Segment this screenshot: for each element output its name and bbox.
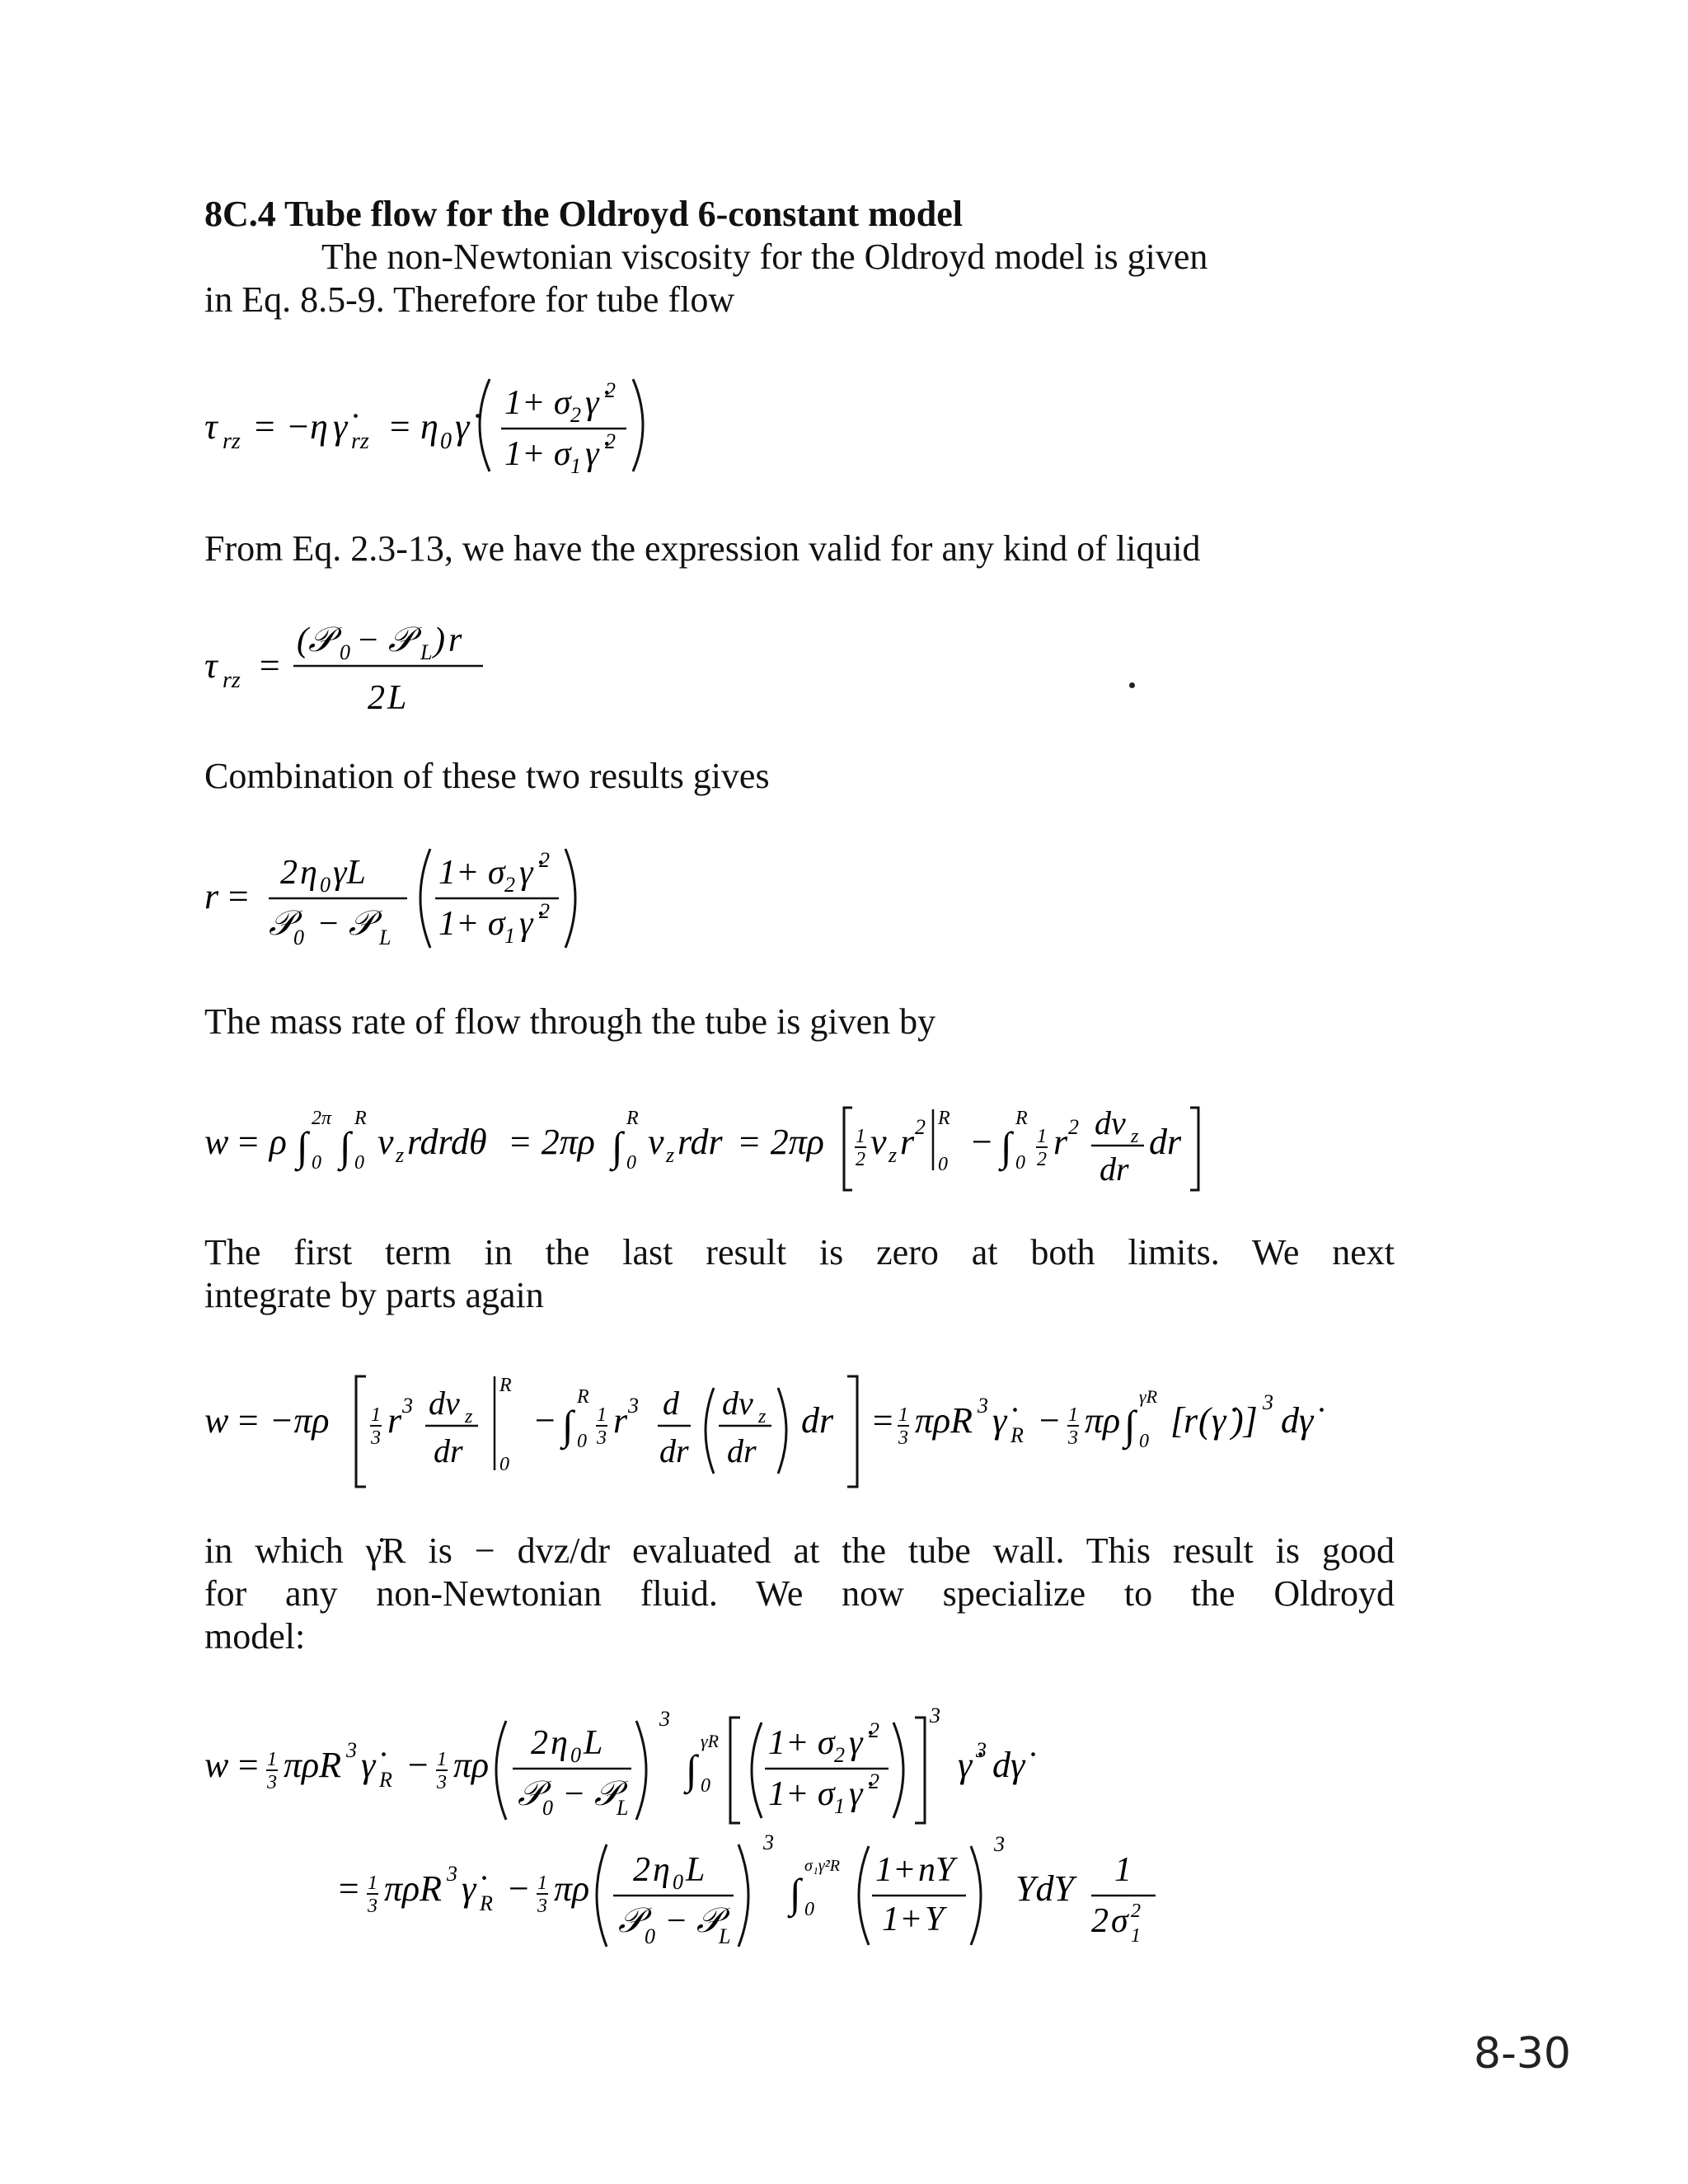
paragraph-4: The mass rate of flow through the tube is given by <box>204 1001 936 1042</box>
equation-2-graphic <box>204 610 534 717</box>
svg-text:dr: dr <box>1100 1151 1129 1188</box>
svg-text:dv: dv <box>1095 1104 1126 1141</box>
svg-text:0: 0 <box>354 1152 364 1174</box>
svg-text:dr: dr <box>727 1432 757 1469</box>
svg-text:3: 3 <box>994 1832 1005 1856</box>
svg-text:τ: τ <box>204 406 218 447</box>
svg-text:−: − <box>1037 1400 1062 1441</box>
svg-text:3: 3 <box>447 1862 457 1886</box>
svg-text:πρR: πρR <box>284 1745 342 1785</box>
equation-7-graphic <box>204 1826 1276 1958</box>
svg-text:d: d <box>663 1385 679 1422</box>
svg-text:1: 1 <box>267 1749 277 1770</box>
svg-text:0: 0 <box>542 1796 553 1820</box>
svg-text:R: R <box>577 1386 589 1408</box>
svg-text:πρR: πρR <box>915 1400 973 1441</box>
svg-text:η: η <box>310 406 328 447</box>
svg-text:3: 3 <box>628 1394 639 1418</box>
svg-text:2π: 2π <box>312 1108 332 1129</box>
svg-text:σ₁γ̇²R: σ₁γ̇²R <box>804 1857 840 1875</box>
paragraph-3: Combination of these two results gives <box>204 756 770 796</box>
svg-text:3: 3 <box>1068 1427 1078 1449</box>
svg-text:γ̇: γ̇ <box>455 406 470 447</box>
svg-text:)]: )] <box>1231 1400 1258 1441</box>
svg-text:γ̇: γ̇ <box>519 905 533 943</box>
paragraph-6-line-1: in which γ̇R is − dvz/dr evaluated at the tube wall. This result is good <box>204 1530 1395 1571</box>
svg-text:− 𝒫: − 𝒫 <box>562 1775 620 1813</box>
svg-text:σ: σ <box>1111 1902 1128 1940</box>
svg-text:z: z <box>758 1406 767 1427</box>
svg-text:=: = <box>226 876 251 916</box>
section-title: Tube flow for the Oldroyd 6-constant model <box>284 194 964 234</box>
svg-text:γ̇: γ̇ <box>958 1745 973 1785</box>
svg-text:R: R <box>938 1108 950 1129</box>
svg-text:0: 0 <box>570 1743 581 1767</box>
svg-text:3: 3 <box>898 1427 908 1449</box>
svg-text:r: r <box>448 621 462 659</box>
svg-text:3: 3 <box>368 1896 377 1917</box>
svg-text:1: 1 <box>1131 1925 1141 1947</box>
paragraph-6-line-3: model: <box>204 1616 306 1657</box>
svg-text:L: L <box>719 1924 731 1948</box>
svg-text:1: 1 <box>1114 1851 1132 1889</box>
equation-integrate-by-parts <box>204 1363 1391 1504</box>
svg-text:v: v <box>870 1122 887 1162</box>
svg-text:γ̇R: γ̇R <box>1139 1386 1158 1407</box>
svg-text:0: 0 <box>645 1924 655 1948</box>
paragraph-1-line-2: in Eq. 8.5-9. Therefore for tube flow <box>204 279 735 320</box>
svg-text:0: 0 <box>701 1775 710 1797</box>
svg-text:1+ σ: 1+ σ <box>438 905 505 943</box>
svg-text:R: R <box>379 1768 392 1792</box>
svg-text:= 2πρ: = 2πρ <box>508 1122 595 1162</box>
svg-text:−: − <box>532 1400 557 1441</box>
svg-text:πρR: πρR <box>384 1868 443 1909</box>
svg-text:dγ̇: dγ̇ <box>1281 1400 1314 1441</box>
svg-text:L: L <box>584 1724 603 1762</box>
svg-text:r: r <box>387 1400 402 1441</box>
svg-text:r: r <box>1053 1122 1068 1162</box>
svg-text:rz: rz <box>223 668 241 693</box>
svg-text:3: 3 <box>976 1738 987 1762</box>
svg-text:r: r <box>1184 1400 1198 1441</box>
svg-text:L: L <box>420 640 433 664</box>
svg-text:−: − <box>969 1122 994 1162</box>
svg-text:2: 2 <box>1068 1115 1079 1139</box>
svg-text:2: 2 <box>504 873 515 897</box>
svg-text:γ̇: γ̇ <box>361 1745 376 1785</box>
svg-text:πρ: πρ <box>554 1868 590 1909</box>
svg-text:z: z <box>396 1143 405 1167</box>
svg-text:1: 1 <box>570 454 581 478</box>
svg-text:2: 2 <box>633 1851 650 1889</box>
svg-text:− 𝒫: − 𝒫 <box>316 905 374 943</box>
paragraph-6 <box>204 1530 1395 1658</box>
svg-text:dv: dv <box>429 1385 460 1422</box>
svg-text:∫: ∫ <box>612 1123 623 1169</box>
svg-text:dr: dr <box>801 1400 834 1441</box>
svg-text:Y: Y <box>925 1900 945 1938</box>
svg-text:0: 0 <box>577 1431 587 1452</box>
svg-text:πρ: πρ <box>1085 1400 1121 1441</box>
svg-text:L: L <box>379 926 392 949</box>
equation-oldroyd-mass-flow <box>204 1703 1193 1835</box>
svg-text:1: 1 <box>504 924 515 948</box>
svg-text:w: w <box>204 1400 229 1441</box>
svg-text:z: z <box>666 1143 675 1167</box>
paragraph-1-line-1: The non-Newtonian viscosity for the Oldroyd model is given <box>321 237 1208 277</box>
svg-text:R: R <box>499 1375 512 1396</box>
equation-5-graphic <box>204 1363 1391 1495</box>
svg-text:0: 0 <box>312 1152 321 1174</box>
svg-text:η: η <box>653 1851 670 1889</box>
svg-text:=: = <box>236 1745 260 1785</box>
svg-text:0: 0 <box>626 1152 636 1174</box>
svg-text:2: 2 <box>368 679 385 717</box>
svg-text:− 𝒫: − 𝒫 <box>356 621 414 659</box>
svg-text:3: 3 <box>978 1394 988 1418</box>
svg-text:2: 2 <box>531 1724 548 1762</box>
page-number: 8-30 <box>1474 2029 1572 2079</box>
equation-6-graphic <box>204 1703 1193 1826</box>
svg-text:γ̇: γ̇ <box>462 1868 476 1909</box>
section-number: 8C.4 <box>204 194 276 234</box>
svg-text:2: 2 <box>280 854 298 892</box>
svg-text:2: 2 <box>605 429 616 453</box>
svg-text:0: 0 <box>673 1870 683 1894</box>
svg-text:rdr: rdr <box>678 1122 723 1162</box>
svg-text:r: r <box>900 1122 915 1162</box>
equation-shear-stress-pressure <box>204 610 534 726</box>
svg-text:(𝒫: (𝒫 <box>297 621 334 659</box>
svg-text:3: 3 <box>346 1738 357 1762</box>
svg-text:1: 1 <box>537 1872 547 1894</box>
svg-text:τ: τ <box>204 645 218 686</box>
svg-text:∫: ∫ <box>1001 1123 1012 1169</box>
svg-text:=: = <box>257 645 282 686</box>
svg-text:z: z <box>889 1143 898 1167</box>
equation-shear-stress-viscosity <box>204 363 715 495</box>
svg-text:0: 0 <box>440 429 452 454</box>
svg-text:0: 0 <box>320 873 331 897</box>
svg-text:r: r <box>204 876 219 916</box>
svg-text:γ̇: γ̇ <box>585 384 599 422</box>
svg-text:πρ: πρ <box>453 1745 490 1785</box>
svg-text:z: z <box>1131 1126 1139 1147</box>
paragraph-1 <box>204 236 1207 321</box>
svg-text:∫: ∫ <box>790 1870 801 1916</box>
svg-text:dγ̇: dγ̇ <box>992 1745 1025 1785</box>
svg-text:1: 1 <box>898 1404 908 1426</box>
svg-text:0: 0 <box>938 1154 948 1175</box>
svg-text:2: 2 <box>869 1769 879 1793</box>
svg-text:1: 1 <box>371 1404 381 1426</box>
svg-text:= ρ: = ρ <box>236 1122 287 1162</box>
equation-1-graphic <box>204 363 715 486</box>
svg-text:2: 2 <box>856 1149 865 1170</box>
svg-text:1: 1 <box>1068 1404 1078 1426</box>
svg-text:3: 3 <box>402 1394 413 1418</box>
svg-text:η: η <box>420 406 438 447</box>
svg-text:=: = <box>870 1400 895 1441</box>
svg-text:γ̇: γ̇ <box>849 1775 863 1813</box>
svg-text:1+: 1+ <box>875 1851 917 1889</box>
paragraph-6-line-2: for any non-Newtonian fluid. We now specialize to the Oldroyd <box>204 1573 1395 1614</box>
svg-text:= 2πρ: = 2πρ <box>737 1122 824 1162</box>
svg-text:2: 2 <box>539 899 550 923</box>
svg-text:1+ σ: 1+ σ <box>438 854 505 892</box>
svg-text:γ̇R: γ̇R <box>701 1731 720 1751</box>
svg-text:nY: nY <box>918 1851 955 1889</box>
svg-text:v: v <box>377 1122 394 1162</box>
svg-text:∫: ∫ <box>1124 1402 1136 1448</box>
svg-text:2: 2 <box>834 1743 845 1767</box>
svg-text:1+ σ: 1+ σ <box>768 1724 835 1762</box>
svg-text:3: 3 <box>267 1772 277 1793</box>
svg-text:rdrdθ: rdrdθ <box>407 1122 487 1162</box>
svg-text:η: η <box>300 854 317 892</box>
paragraph-5 <box>204 1231 1395 1317</box>
svg-text:1: 1 <box>368 1872 377 1894</box>
svg-text:R: R <box>1015 1108 1028 1129</box>
svg-text:∫: ∫ <box>562 1402 574 1448</box>
paragraph-5-line-2: integrate by parts again <box>204 1275 544 1315</box>
svg-text:𝒫: 𝒫 <box>269 905 294 943</box>
svg-text:∫: ∫ <box>340 1123 351 1169</box>
svg-text:=: = <box>387 406 412 447</box>
svg-text:v: v <box>648 1122 664 1162</box>
svg-text:𝒫: 𝒫 <box>518 1775 543 1813</box>
svg-text:1: 1 <box>437 1749 447 1770</box>
svg-text:rz: rz <box>351 429 369 454</box>
paragraph-5-line-1: The first term in the last result is zero at both limits. We next <box>204 1232 1395 1272</box>
svg-text:3: 3 <box>763 1830 774 1854</box>
svg-text:1+ σ: 1+ σ <box>504 384 571 422</box>
svg-text:2: 2 <box>570 403 581 427</box>
svg-text:γ̇: γ̇ <box>1212 1400 1226 1441</box>
paragraph-2: From Eq. 2.3-13, we have the expression valid for any kind of liquid <box>204 528 1201 569</box>
svg-text:∫: ∫ <box>297 1123 308 1169</box>
svg-text:3: 3 <box>930 1704 940 1727</box>
svg-text:= −πρ: = −πρ <box>236 1400 330 1441</box>
svg-text:−: − <box>406 1745 430 1785</box>
svg-text:2: 2 <box>915 1115 926 1139</box>
svg-text:(: ( <box>1198 1400 1211 1441</box>
svg-text:0: 0 <box>340 640 350 664</box>
svg-text:2: 2 <box>1091 1902 1109 1940</box>
svg-text:1: 1 <box>856 1126 865 1147</box>
equation-radius <box>204 836 633 968</box>
svg-text:2: 2 <box>1131 1900 1141 1922</box>
svg-text:2: 2 <box>605 378 616 402</box>
svg-text:= −: = − <box>252 406 311 447</box>
svg-text:rz: rz <box>223 429 241 454</box>
svg-text:dr: dr <box>434 1432 463 1469</box>
svg-text:): ) <box>434 621 445 659</box>
svg-text:∫: ∫ <box>686 1746 697 1793</box>
svg-text:r: r <box>613 1400 628 1441</box>
svg-text:L: L <box>617 1796 629 1820</box>
svg-text:1+ σ: 1+ σ <box>768 1775 835 1813</box>
svg-text:γ̇: γ̇ <box>849 1724 863 1762</box>
svg-text:γ̇: γ̇ <box>585 435 599 473</box>
svg-text:[: [ <box>1170 1400 1185 1441</box>
svg-text:γ̇L: γ̇L <box>333 854 366 892</box>
svg-text:2: 2 <box>1037 1149 1047 1170</box>
svg-text:w: w <box>204 1745 229 1785</box>
svg-text:3: 3 <box>537 1896 547 1917</box>
stray-dot <box>1129 682 1135 688</box>
svg-text:1: 1 <box>1037 1126 1047 1147</box>
svg-text:R: R <box>1010 1423 1024 1447</box>
svg-text:1: 1 <box>597 1404 607 1426</box>
svg-text:3: 3 <box>1263 1390 1273 1414</box>
equation-4-graphic <box>204 1091 1292 1198</box>
section-heading <box>204 193 963 235</box>
svg-text:z: z <box>465 1406 473 1427</box>
svg-text:𝒫: 𝒫 <box>618 1902 644 1940</box>
svg-text:3: 3 <box>659 1707 670 1731</box>
svg-text:0: 0 <box>499 1454 509 1475</box>
svg-text:γ̇: γ̇ <box>519 854 533 892</box>
equation-3-graphic <box>204 836 633 959</box>
svg-text:dv: dv <box>722 1385 753 1422</box>
svg-text:dr: dr <box>1149 1122 1182 1162</box>
svg-text:3: 3 <box>371 1427 381 1449</box>
svg-text:0: 0 <box>1015 1152 1025 1174</box>
svg-text:1+: 1+ <box>882 1900 923 1938</box>
svg-text:YdY: YdY <box>1015 1868 1074 1909</box>
svg-text:1+ σ: 1+ σ <box>504 435 571 473</box>
svg-text:R: R <box>480 1891 493 1915</box>
svg-text:2: 2 <box>869 1718 879 1742</box>
svg-text:3: 3 <box>597 1427 607 1449</box>
svg-text:w: w <box>204 1122 229 1162</box>
svg-text:1: 1 <box>834 1794 845 1818</box>
svg-text:3: 3 <box>437 1772 447 1793</box>
svg-text:R: R <box>354 1108 367 1129</box>
equation-mass-flow-rate <box>204 1091 1292 1207</box>
svg-text:L: L <box>387 679 407 717</box>
svg-text:0: 0 <box>1139 1431 1149 1452</box>
svg-text:γ̇: γ̇ <box>333 406 348 447</box>
svg-text:− 𝒫: − 𝒫 <box>664 1902 722 1940</box>
svg-text:−: − <box>506 1868 531 1909</box>
equation-oldroyd-substituted <box>204 1826 1276 1967</box>
svg-text:0: 0 <box>293 926 304 949</box>
svg-text:R: R <box>626 1108 639 1129</box>
svg-text:0: 0 <box>804 1899 814 1920</box>
svg-text:η: η <box>551 1724 568 1762</box>
svg-text:2: 2 <box>539 848 550 872</box>
svg-text:dr: dr <box>659 1432 689 1469</box>
svg-text:=: = <box>336 1868 361 1909</box>
svg-text:L: L <box>686 1851 706 1889</box>
svg-text:γ̇: γ̇ <box>992 1400 1007 1441</box>
